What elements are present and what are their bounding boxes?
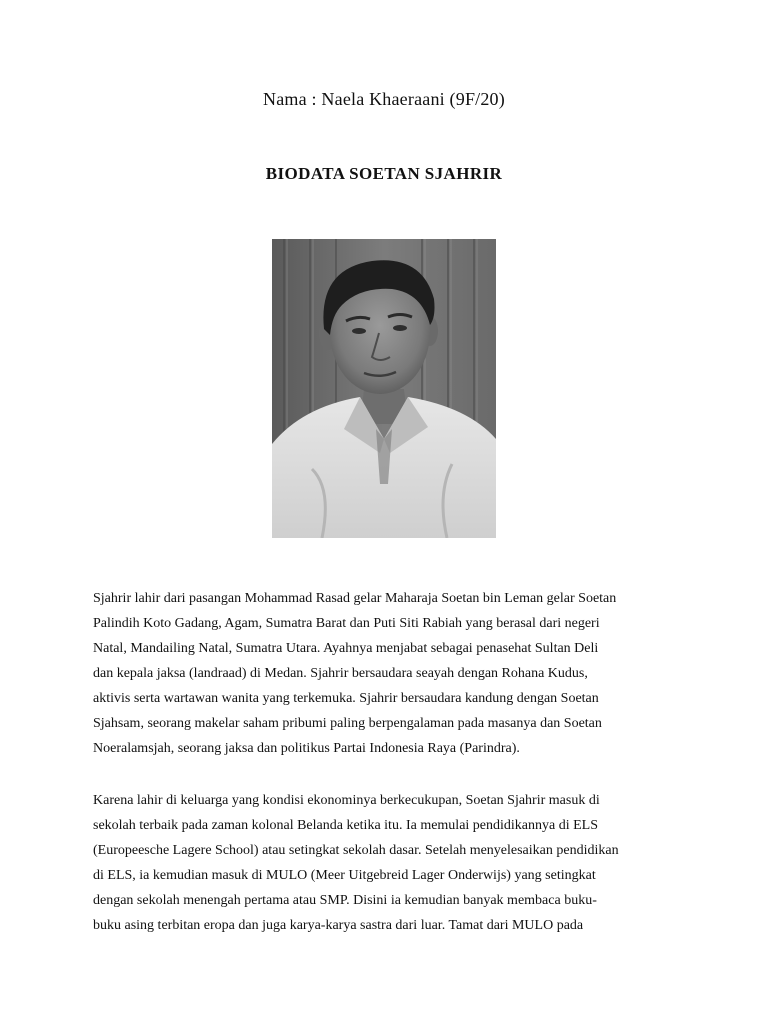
text-line: (Europeesche Lagere School) atau setingkat sekolah dasar. Setelah menyelesaikan pendidikan [93,843,619,858]
text-line: Natal, Mandailing Natal, Sumatra Utara. Ayahnya menjabat sebagai penasehat Sultan Deli [93,641,599,656]
text-line: dan kepala jaksa (landraad) di Medan. Sjahrir bersaudara seayah dengan Rohana Kudus, [93,666,588,681]
text-line: sekolah terbaik pada zaman kolonal Belanda ketika itu. Ia memulai pendidikannya di ELS [93,818,599,833]
text-line: dengan sekolah menengah pertama atau SMP. Disini ia kemudian banyak membaca buku- [93,893,597,908]
document-title: BIODATA SOETAN SJAHRIR [265,164,503,183]
text-line: Karena lahir di keluarga yang kondisi ekonominya berkecukupan, Soetan Sjahrir masuk di [93,793,600,808]
text-line: di ELS, ia kemudian masuk di MULO (Meer Uitgebreid Lager Onderwijs) yang setingkat [93,868,596,883]
author-line: Nama : Naela Khaeraani (9F/20) [263,89,505,109]
text-line: Sjahsam, seorang makelar saham pribumi paling berpengalaman pada masanya dan Soetan [93,716,602,731]
text-line: buku asing terbitan eropa dan juga karya-karya sastra dari luar. Tamat dari MULO pada [93,918,584,933]
text-line: Sjahrir lahir dari pasangan Mohammad Rasad gelar Maharaja Soetan bin Leman gelar Soetan [93,591,617,606]
paragraph-biography-education [93,788,683,938]
portrait-photo [272,239,496,538]
text-line: aktivis serta wartawan wanita yang terkemuka. Sjahrir bersaudara kandung dengan Soetan [93,691,599,706]
text-line: Palindih Koto Gadang, Agam, Sumatra Barat dan Puti Siti Rabiah yang berasal dari negeri [93,616,600,631]
text-line: Noeralamsjah, seorang jaksa dan politikus Partai Indonesia Raya (Parindra). [93,741,520,756]
paragraph-biography-family [93,586,683,761]
